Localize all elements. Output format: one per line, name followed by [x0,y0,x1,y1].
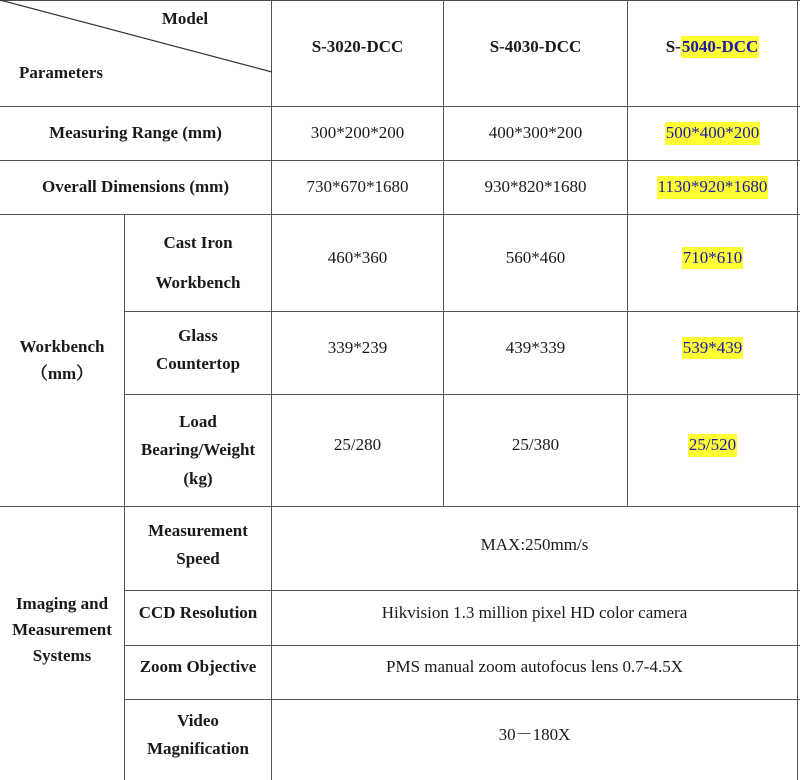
video-magnification-value: 30－180X [498,724,571,744]
overall-dimensions-label: Overall Dimensions (mm) [42,177,229,197]
measuring-range-label: Measuring Range (mm) [49,123,222,143]
glass-line1: Glass [178,325,218,345]
measuring-range-value-2: 400*300*200 [488,123,583,143]
load-line3: (kg) [183,468,213,488]
load-bearing-label [125,395,271,506]
measurement-speed-value: MAX:250mm/s [480,534,589,554]
workbench-group-label [0,215,124,506]
load-value-3 [628,395,797,496]
zoom-objective-value: PMS manual zoom autofocus lens 0.7-4.5X [386,656,683,676]
zoom-objective-label: Zoom Objective [139,656,257,676]
cast-iron-line2: Workbench [155,273,241,292]
glass-value-2: 439*339 [505,337,566,357]
glass-value-3 [628,312,797,384]
glass-value-1: 339*239 [327,337,388,357]
video-line1: Video [177,710,219,730]
model-3-highlight: 5040-DCC [681,36,760,58]
parameters-header-label: Parameters [18,62,103,82]
ccd-resolution-value: Hikvision 1.3 million pixel HD color camera [381,602,688,622]
workbench-group-line2: （mm） [30,363,94,383]
measurement-speed-label [125,507,271,583]
speed-line2: Speed [176,549,220,568]
measuring-range-highlight: 500*400*200 [665,122,761,144]
speed-line1: Measurement [148,520,248,540]
glass-highlight: 539*439 [682,337,744,359]
cast-iron-value-1: 460*360 [327,247,388,267]
load-line1: Load [179,412,217,432]
ccd-resolution-label: CCD Resolution [138,602,258,622]
video-magnification-label [125,700,271,770]
imaging-group-line2: Measurement [12,619,112,639]
header-diagonal-line [0,0,272,106]
load-value-1: 25/280 [333,435,382,455]
overall-dimensions-value-3 [628,161,797,214]
measuring-range-value-1: 300*200*200 [310,123,405,143]
glass-countertop-label [125,312,271,388]
load-highlight: 25/520 [688,434,737,456]
cast-iron-value-2: 560*460 [505,247,566,267]
imaging-group-line1: Imaging and [15,593,109,613]
workbench-group-line1: Workbench [19,337,105,357]
cast-iron-label [125,215,271,311]
imaging-group-label [0,560,124,700]
imaging-group-line3: Systems [32,646,92,666]
rule [797,0,798,780]
cast-iron-line1: Cast Iron [163,232,233,252]
overall-dimensions-highlight: 1130*920*1680 [657,176,769,198]
model-3-prefix: S- [665,36,681,56]
cast-iron-value-3 [628,215,797,301]
load-line2: Bearing/Weight [140,440,256,460]
glass-line2: Countertop [155,354,241,373]
video-line2: Magnification [147,739,249,758]
measuring-range-value-3 [628,107,797,160]
load-value-2: 25/380 [511,435,560,455]
model-header-3 [628,1,797,93]
cast-iron-highlight: 710*610 [682,247,744,269]
model-header-label: Model [161,8,209,28]
model-header-1: S-3020-DCC [311,36,404,56]
model-header-2: S-4030-DCC [489,36,582,56]
overall-dimensions-value-2: 930*820*1680 [484,177,587,197]
overall-dimensions-value-1: 730*670*1680 [306,177,409,197]
